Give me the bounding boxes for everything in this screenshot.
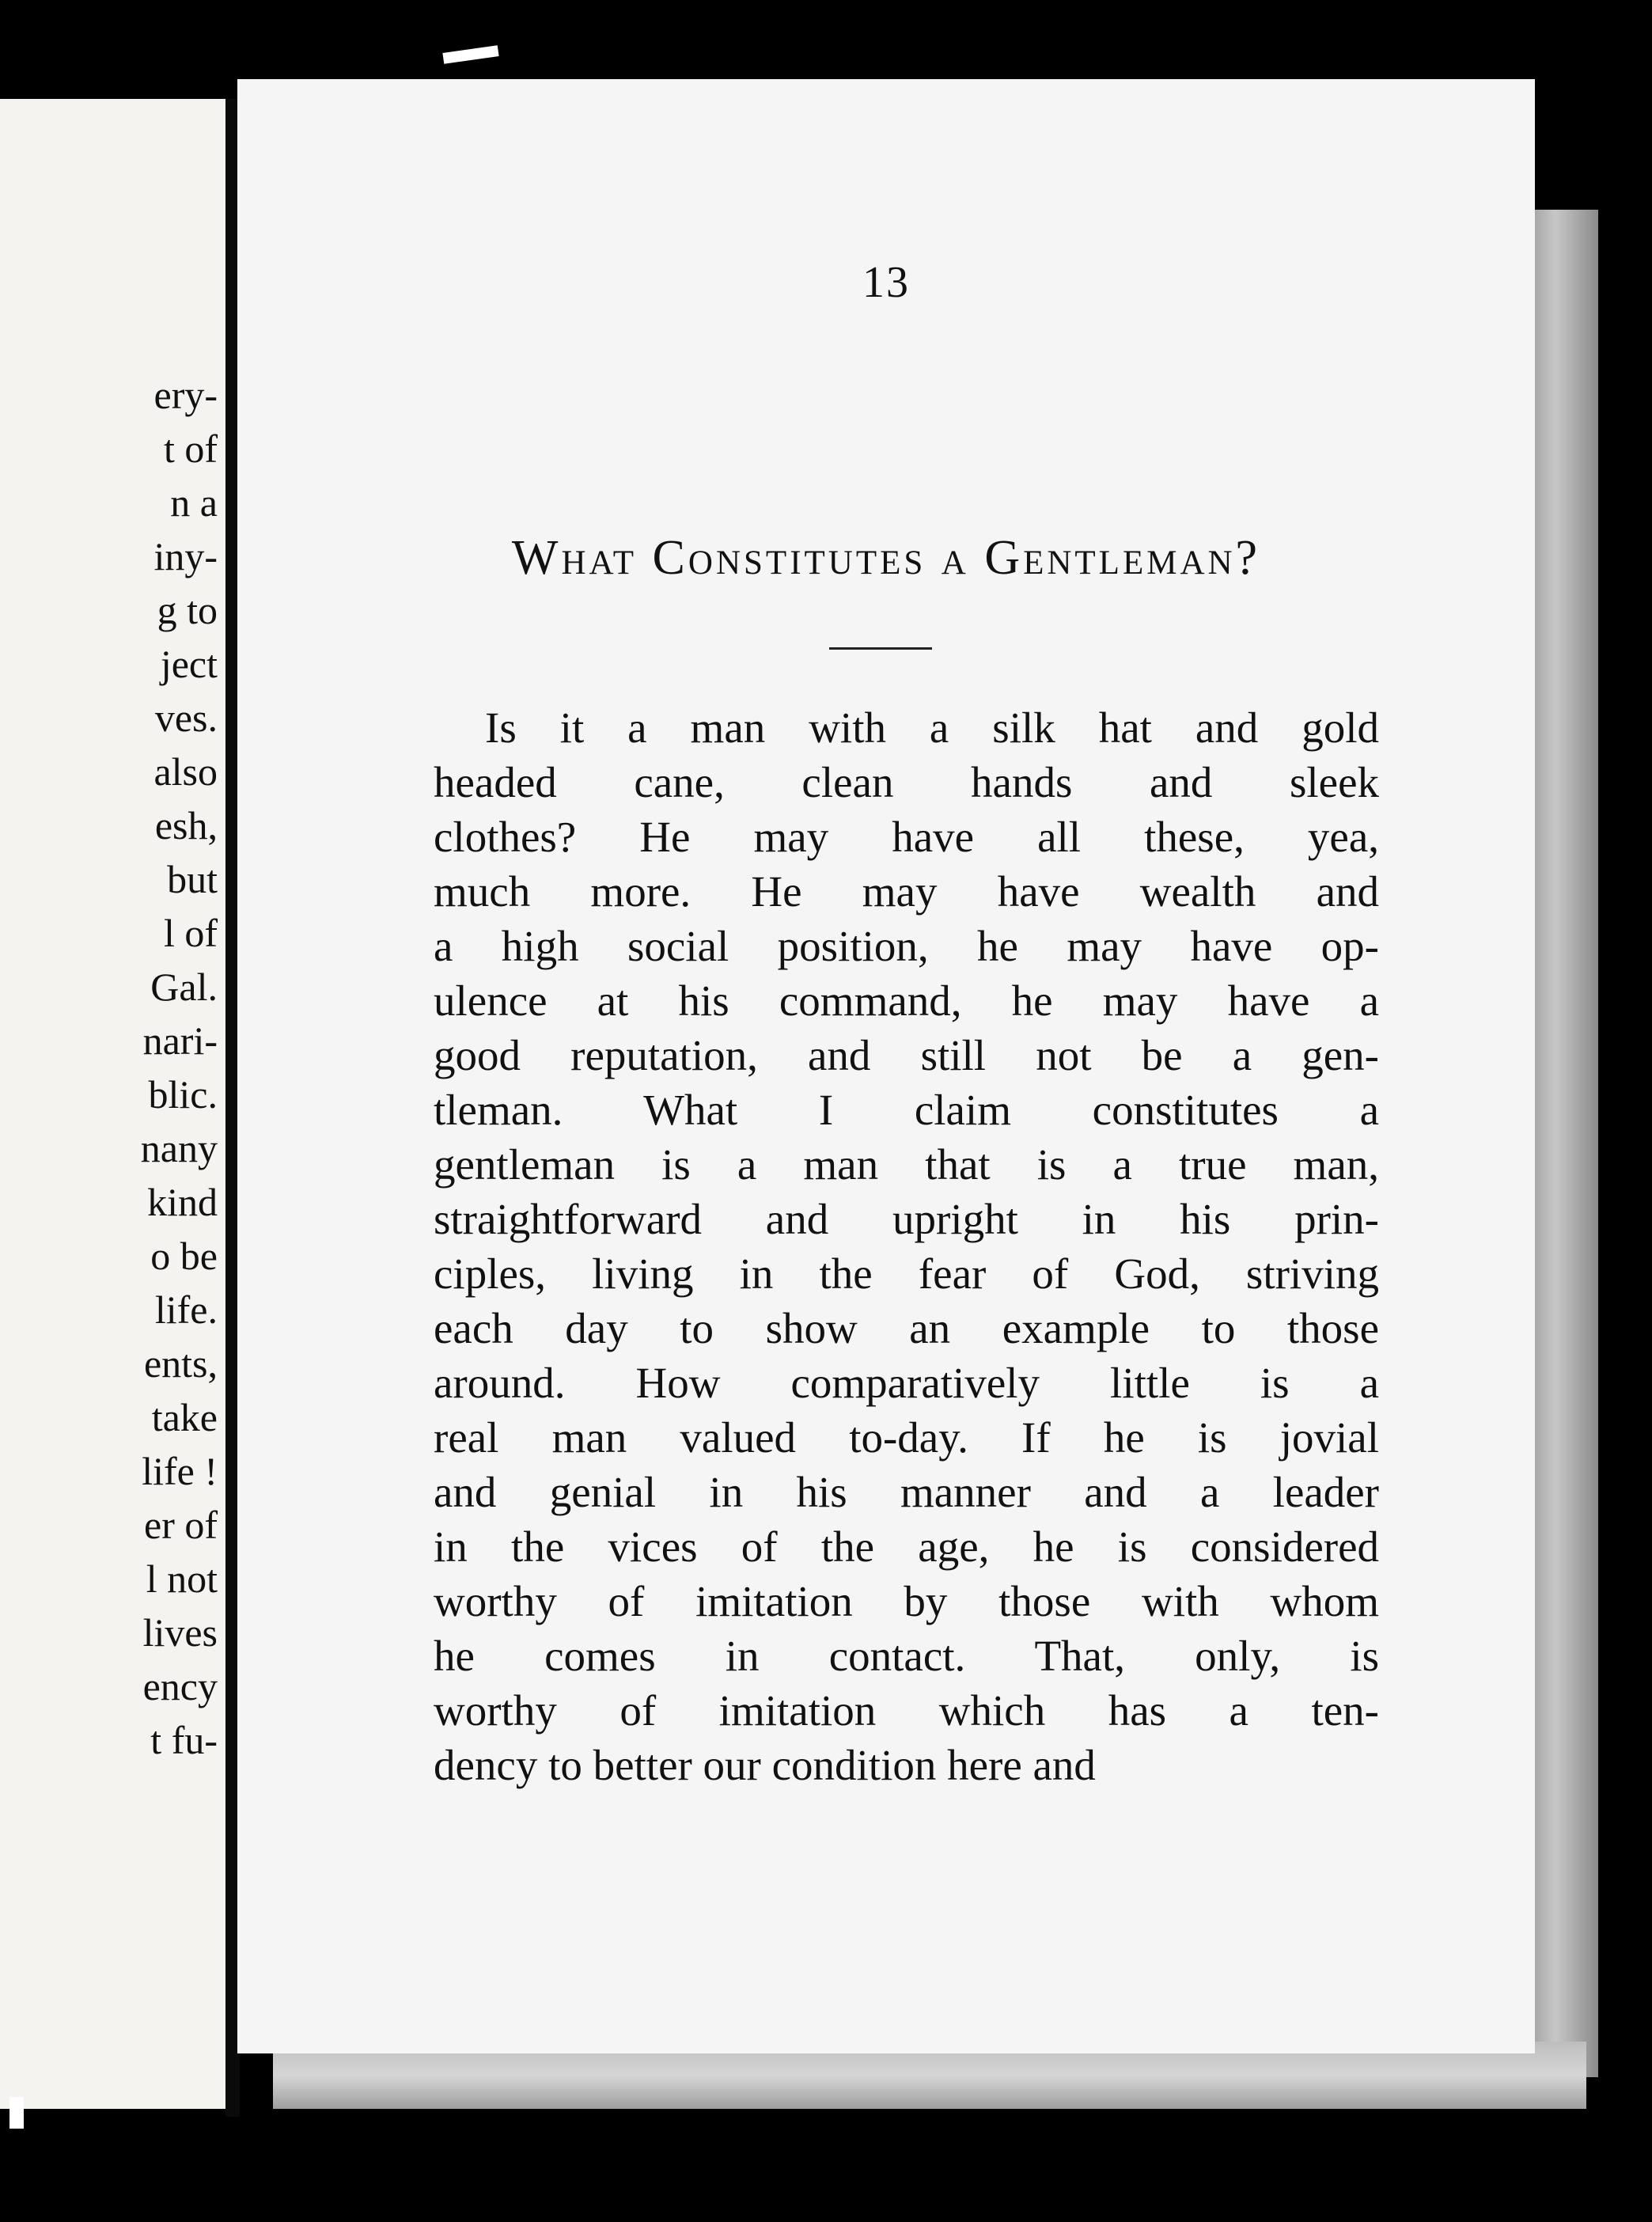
previous-page-line: ject [160, 642, 218, 686]
previous-page-line: blic. [148, 1072, 218, 1117]
page-stack-edge-right [1527, 210, 1598, 2077]
previous-page-line: Gal. [150, 965, 218, 1009]
previous-page-line: but [167, 857, 218, 901]
body-line: real man valued to-day. If he is jovial [434, 1413, 1379, 1462]
previous-page-line: esh, [154, 803, 218, 847]
body-line: ciples, living in the fear of God, striving [434, 1249, 1379, 1298]
previous-page-line: nany [140, 1126, 218, 1170]
previous-page-line: ery- [153, 373, 218, 417]
body-line: dency to better our condition here and [434, 1741, 1096, 1789]
body-line: ulence at his command, he may have a [434, 976, 1379, 1025]
previous-page-line: er of [144, 1503, 218, 1547]
body-text [434, 700, 1379, 1792]
previous-page-text [141, 368, 218, 1767]
previous-page-line: life ! [142, 1449, 218, 1493]
body-line: gentleman is a man that is a true man, [434, 1140, 1379, 1189]
previous-page-line: g to [157, 588, 218, 632]
current-page [237, 79, 1535, 2053]
body-line: good reputation, and still not be a gen- [434, 1031, 1379, 1079]
body-line: around. How comparatively little is a [434, 1359, 1379, 1407]
previous-page-line: l of [163, 911, 218, 955]
body-line: tleman. What I claim constitutes a [434, 1086, 1379, 1134]
previous-page-line: n a [170, 480, 218, 525]
body-line: straightforward and upright in his prin- [434, 1195, 1379, 1243]
body-line: clothes? He may have all these, yea, [434, 813, 1379, 861]
body-line: a high social position, he may have op- [434, 922, 1379, 970]
body-line: headed cane, clean hands and sleek [434, 758, 1379, 806]
body-line: worthy of imitation which has a ten- [434, 1686, 1379, 1735]
scan-artifact [9, 2097, 24, 2129]
previous-page-line: lives [142, 1610, 218, 1655]
previous-page-line: l not [146, 1557, 218, 1601]
previous-page-line: ents, [143, 1341, 218, 1386]
previous-page-line: t fu- [150, 1718, 218, 1762]
previous-page-line: also [153, 749, 218, 794]
previous-page-line: ency [142, 1664, 218, 1708]
title-rule [829, 647, 932, 650]
previous-page-line: o be [150, 1234, 218, 1278]
body-line: worthy of imitation by those with whom [434, 1577, 1379, 1625]
previous-page-line: nari- [142, 1018, 218, 1063]
previous-page-line: life. [154, 1287, 218, 1332]
previous-page-line: iny- [153, 534, 218, 578]
previous-page [0, 99, 225, 2109]
body-line: and genial in his manner and a leader [434, 1468, 1379, 1516]
previous-page-line: take [151, 1395, 218, 1439]
body-line: much more. He may have wealth and [434, 867, 1379, 916]
body-line: each day to show an example to those [434, 1304, 1379, 1352]
page-number: 13 [862, 258, 910, 307]
previous-page-line: kind [147, 1180, 218, 1224]
section-title: What Constitutes a Gentleman? [511, 531, 1261, 585]
previous-page-line: t of [163, 427, 218, 471]
body-line: Is it a man with a silk hat and gold [485, 703, 1379, 752]
body-line: he comes in contact. That, only, is [434, 1632, 1379, 1680]
scan-artifact [442, 45, 498, 64]
previous-page-line: ves. [154, 696, 218, 740]
body-line: in the vices of the age, he is considered [434, 1522, 1379, 1571]
